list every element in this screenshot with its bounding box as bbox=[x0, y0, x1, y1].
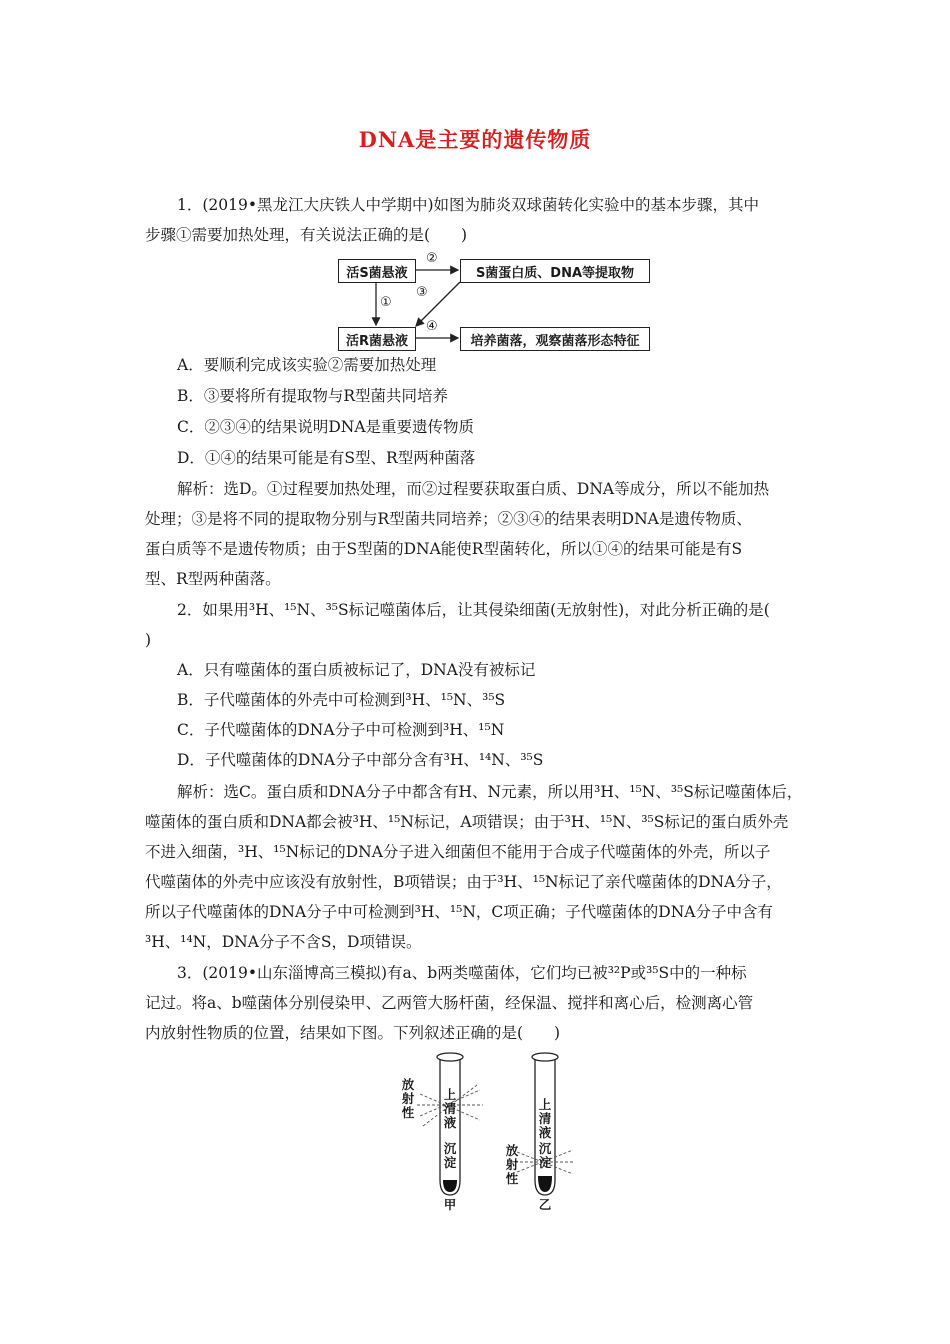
q2-analysis-line: 噬菌体的蛋白质和DNA都会被³H、¹⁵N标记，A项错误；由于³H、¹⁵N、³⁵S标记的蛋白质外壳 bbox=[145, 813, 789, 831]
box-s-extract: S菌蛋白质、DNA等提取物 bbox=[460, 259, 650, 283]
q1-option-c: C．②③④的结果说明DNA是重要遗传物质 bbox=[177, 418, 475, 436]
q1-flow-diagram bbox=[338, 251, 650, 349]
q1-analysis-line: 处理；③是将不同的提取物分别与R型菌共同培养；②③④的结果表明DNA是遗传物质、 bbox=[145, 510, 752, 528]
q3-stem-line3: 内放射性物质的位置，结果如下图。下列叙述正确的是( ) bbox=[145, 1024, 561, 1042]
q1-stem-line1: 1．(2019•黑龙江大庆铁人中学期中)如图为肺炎双球菌转化实验中的基本步骤，其中 bbox=[177, 196, 760, 214]
q2-option-c: C．子代噬菌体的DNA分子中可检测到³H、¹⁵N bbox=[177, 721, 505, 739]
step-3-label: ③ bbox=[416, 285, 428, 300]
q2-analysis-line: 代噬菌体的外壳中应该没有放射性，B项错误；由于³H、¹⁵N标记了亲代噬菌体的DNA分子， bbox=[145, 873, 782, 891]
box-live-r: 活R菌悬液 bbox=[338, 327, 416, 351]
sediment-label-a: 沉淀 bbox=[443, 1141, 457, 1170]
q3-stem-line2: 记过。将a、b噬菌体分别侵染甲、乙两管大肠杆菌，经保温、搅拌和离心后，检测离心管 bbox=[145, 994, 754, 1012]
q2-stem-line1: 2．如果用³H、¹⁵N、³⁵S标记噬菌体后，让其侵染细菌(无放射性)，对此分析正确的是( bbox=[177, 601, 770, 619]
q2-analysis-line: ³H、¹⁴N，DNA分子不含S，D项错误。 bbox=[145, 933, 422, 951]
sediment-label-b: 沉淀 bbox=[538, 1141, 552, 1170]
q2-analysis-line: 所以子代噬菌体的DNA分子中可检测到³H、¹⁵N，C项正确；子代噬菌体的DNA分子中含有 bbox=[145, 903, 773, 921]
q1-stem-line2: 步骤①需要加热处理，有关说法正确的是( ) bbox=[145, 226, 468, 244]
q2-option-b: B．子代噬菌体的外壳中可检测到³H、¹⁵N、³⁵S bbox=[177, 691, 506, 709]
q1-option-a: A．要顺利完成该实验②需要加热处理 bbox=[177, 356, 437, 374]
q2-option-d: D．子代噬菌体的DNA分子中部分含有³H、¹⁴N、³⁵S bbox=[177, 751, 544, 769]
step-1-label: ① bbox=[380, 295, 392, 310]
q2-option-a: A．只有噬菌体的蛋白质被标记了，DNA没有被标记 bbox=[177, 661, 536, 679]
q2-analysis-line: 解析：选C。蛋白质和DNA分子中都含有H、N元素，所以用³H、¹⁵N、³⁵S标记噬菌体后， bbox=[177, 783, 803, 801]
q3-stem-line1: 3．(2019•山东淄博高三模拟)有a、b两类噬菌体，它们均已被³²P或³⁵S中的一种标 bbox=[177, 964, 747, 982]
q2-analysis-line: 不进入细菌，³H、¹⁵N标记的DNA分子进入细菌但不能用于合成子代噬菌体的外壳，所以子 bbox=[145, 843, 771, 861]
step-4-label: ④ bbox=[426, 319, 438, 334]
q1-option-b: B．③要将所有提取物与R型菌共同培养 bbox=[177, 387, 449, 405]
radioactivity-label-a: 放射性 bbox=[401, 1077, 415, 1120]
q1-analysis-line: 解析：选D。①过程要加热处理，而②过程要获取蛋白质、DNA等成分，所以不能加热 bbox=[177, 480, 770, 498]
radioactivity-label-b: 放射性 bbox=[505, 1143, 519, 1186]
supernatant-label-b: 上清液 bbox=[538, 1097, 552, 1140]
test-tubes-drawing bbox=[395, 1030, 580, 1225]
tube-label-yi: 乙 bbox=[538, 1197, 552, 1212]
box-live-s: 活S菌悬液 bbox=[338, 259, 416, 283]
q1-option-d: D．①④的结果可能是有S型、R型两种菌落 bbox=[177, 449, 476, 467]
step-2-label: ② bbox=[426, 251, 438, 266]
q2-stem-line2: ) bbox=[145, 631, 152, 649]
q1-analysis-line: 蛋白质等不是遗传物质；由于S型菌的DNA能使R型菌转化，所以①④的结果可能是有S bbox=[145, 540, 743, 558]
q3-tube-figure bbox=[395, 1030, 580, 1225]
tube-label-jia: 甲 bbox=[443, 1197, 457, 1212]
supernatant-label-a: 上清液 bbox=[443, 1087, 457, 1130]
q1-analysis-line: 型、R型两种菌落。 bbox=[145, 570, 281, 588]
box-culture: 培养菌落，观察菌落形态特征 bbox=[460, 327, 650, 351]
page-title: DNA是主要的遗传物质 bbox=[358, 127, 592, 152]
